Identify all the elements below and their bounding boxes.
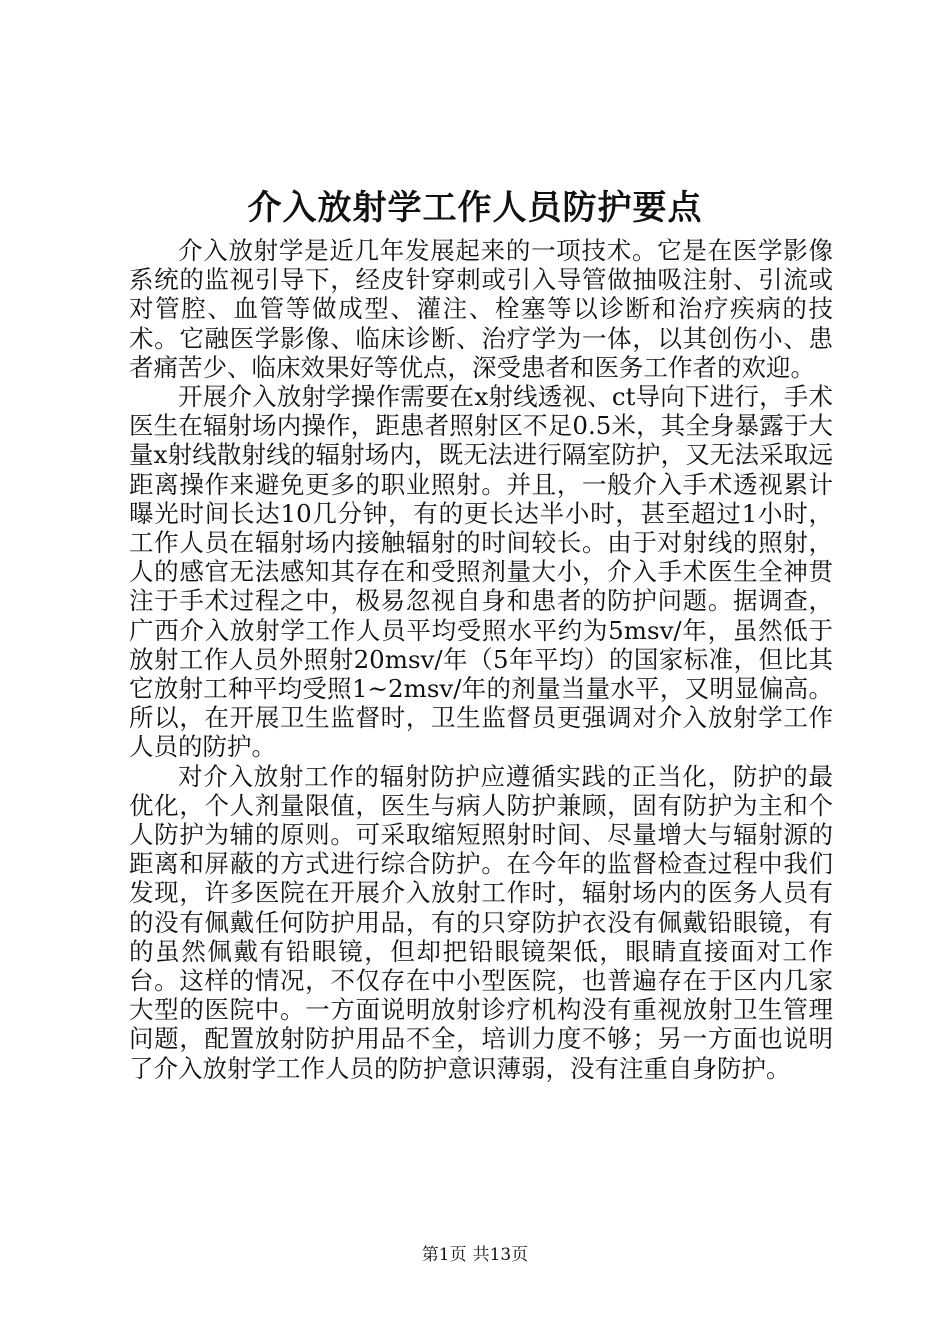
document-body (129, 236, 833, 1083)
paragraph-intro: 介入放射学是近几年发展起来的一项技术。它是在医学影像系统的监视引导下，经皮针穿刺或引入导管做抽吸注射、引流或对管腔、血管等做成型、灌注、栓塞等以诊断和治疗疾病的技术。它融医学影像、临床诊断、治疗学为一体，以其创伤小、患者痛苦少、临床效果好等优点，深受患者和医务工作者的欢迎。 (129, 236, 833, 382)
page-total: 共13页 (472, 1245, 529, 1265)
document-title: 介入放射学工作人员防护要点 (247, 188, 703, 228)
paragraph-exposure: 开展介入放射学操作需要在x射线透视、ct导向下进行，手术医生在辐射场内操作，距患者照射区不足0.5米，其全身暴露于大量x射线散射线的辐射场内，既无法进行隔室防护，又无法采取远距离操作来避免更多的职业照射。并且，一般介入手术透视累计曝光时间长达10几分钟，有的更长达半小时，甚至超过1小时，工作人员在辐射场内接触辐射的时间较长。由于对射线的照射，人的感官无法感知其存在和受照剂量大小，介入手术医生全神贯注于手术过程之中，极易忽视自身和患者的防护问题。据调查，广西介入放射学工作人员平均受照水平约为5msv/年，虽然低于放射工作人员外照射20msv/年（5年平均）的国家标准，但比其它放射工种平均受照1~2msv/年的剂量当量水平，又明显偏高。所以，在开展卫生监督时，卫生监督员更强调对介入放射学工作人员的防护。 (129, 382, 833, 762)
paragraph-protection: 对介入放射工作的辐射防护应遵循实践的正当化，防护的最优化，个人剂量限值，医生与病人防护兼顾，固有防护为主和个人防护为辅的原则。可采取缩短照射时间、尽量增大与辐射源的距离和屏蔽的方式进行综合防护。在今年的监督检查过程中我们发现，许多医院在开展介入放射工作时，辐射场内的医务人员有的没有佩戴任何防护用品，有的只穿防护衣没有佩戴铅眼镜，有的虽然佩戴有铅眼镜，但却把铅眼镜架低，眼睛直接面对工作台。这样的情况，不仅存在中小型医院，也普遍存在于区内几家大型的医院中。一方面说明放射诊疗机构没有重视放射卫生管理问题，配置放射防护用品不全，培训力度不够；另一方面也说明了介入放射学工作人员的防护意识薄弱，没有注重自身防护。 (129, 761, 833, 1083)
page-number: 第1页 (421, 1245, 467, 1265)
page-footer (0, 1243, 950, 1267)
